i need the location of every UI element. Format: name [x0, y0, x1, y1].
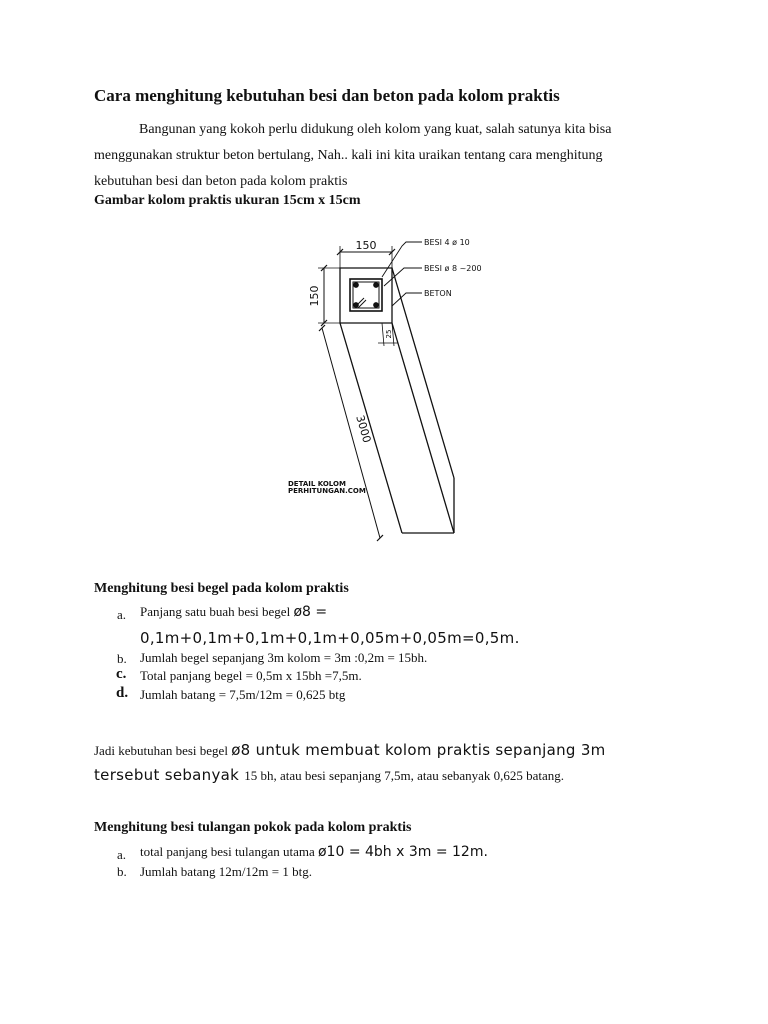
- intro-line-3: kebutuhan besi dan beton pada kolom praktis: [94, 174, 348, 189]
- column-top-face: [340, 268, 392, 323]
- rebar-3: [354, 303, 358, 307]
- list-marker: d.: [116, 685, 129, 701]
- rebar-4: [374, 303, 378, 307]
- intro-paragraph: [94, 117, 694, 195]
- dim-length-label: 3000: [353, 413, 374, 445]
- list-item: Panjang satu buah besi begel ø8 =: [140, 604, 328, 620]
- section-tulangan-list: [94, 840, 694, 890]
- rebar-1: [354, 283, 358, 287]
- label-beton: BETON: [424, 289, 452, 298]
- column-detail-drawing: [272, 228, 504, 548]
- column-edge-back: [392, 268, 454, 478]
- list-marker: b.: [117, 651, 127, 666]
- list-marker: a.: [117, 607, 127, 622]
- leader-beton: [392, 293, 422, 306]
- page-title: Cara menghitung kebutuhan besi dan beton pada kolom praktis: [94, 86, 560, 105]
- leader-besi-begel: [384, 268, 422, 286]
- dim-width-label: 150: [355, 239, 377, 252]
- list-item: Jumlah batang 12m/12m = 1 btg.: [140, 864, 312, 879]
- figure-caption-line-1: DETAIL KOLOM: [288, 480, 346, 488]
- intro-line-1: Bangunan yang kokoh perlu didukung oleh kolom yang kuat, salah satunya kita bisa: [139, 122, 612, 137]
- list-item: Total panjang begel = 0,5m x 15bh =7,5m.: [140, 668, 362, 683]
- list-item: total panjang besi tulangan utama ø10 = 4bh x 3m = 12m.: [140, 844, 488, 860]
- label-besi-begel: BESI ø 8 ~200: [424, 264, 482, 273]
- rebar-2: [374, 283, 378, 287]
- figure-caption-line-2: PERHITUNGAN.COM: [288, 487, 366, 495]
- column-edge-right: [392, 323, 454, 533]
- list-marker: a.: [117, 847, 127, 862]
- dim-height-label: 150: [308, 285, 321, 307]
- list-item: Jumlah batang = 7,5m/12m = 0,625 btg: [140, 687, 346, 702]
- leader-besi-utama: [382, 242, 422, 277]
- figure-heading: Gambar kolom praktis ukuran 15cm x 15cm: [94, 193, 361, 208]
- list-marker: c.: [116, 666, 127, 682]
- section-tulangan-heading: Menghitung besi tulangan pokok pada kolom praktis: [94, 820, 412, 835]
- intro-line-2: menggunakan struktur beton bertulang, Nah.. kali ini kita uraikan tentang cara menghitung: [94, 148, 603, 163]
- conclusion-line-2: tersebut sebanyak 15 bh, atau besi sepanjang 7,5m, atau sebanyak 0,625 batang.: [94, 766, 565, 784]
- list-item: Jumlah begel sepanjang 3m kolom = 3m :0,2m = 15bh.: [140, 650, 428, 665]
- list-item-continuation: 0,1m+0,1m+0,1m+0,1m+0,05m+0,05m=0,5m.: [140, 629, 520, 647]
- conclusion-line-1: Jadi kebutuhan besi begel ø8 untuk membuat kolom praktis sepanjang 3m: [94, 741, 606, 759]
- dim-cover-label: 25: [385, 329, 393, 339]
- label-besi-utama: BESI 4 ø 10: [424, 238, 470, 247]
- section-begel-list: [94, 600, 694, 710]
- list-marker: b.: [117, 864, 127, 879]
- section-begel-heading: Menghitung besi begel pada kolom praktis: [94, 581, 349, 596]
